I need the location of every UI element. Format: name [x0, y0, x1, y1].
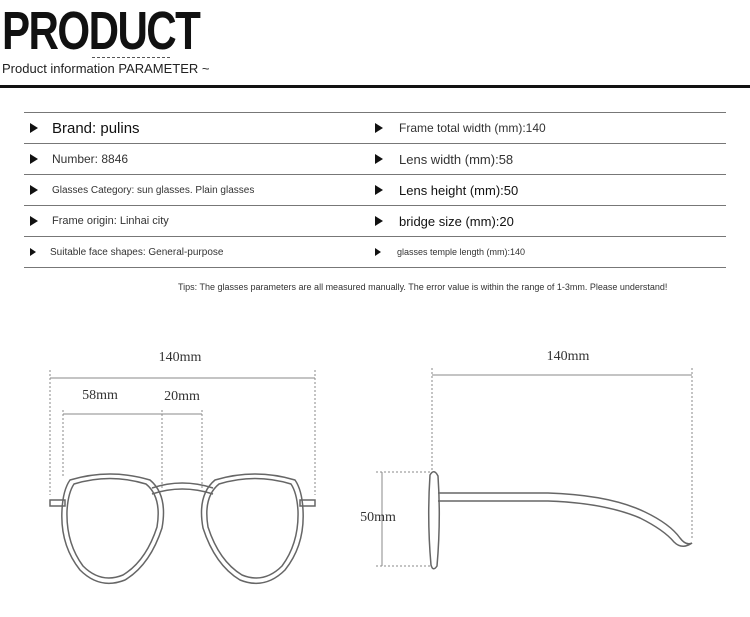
page-subtitle: Product information PARAMETER ~: [2, 61, 210, 76]
glasses-side-view: [429, 472, 692, 569]
glasses-front-view: [50, 474, 315, 583]
front-left-lens: [62, 474, 164, 583]
param-lens-width: Lens width (mm):58: [399, 151, 514, 167]
temple-length-label: 140mm: [546, 349, 590, 364]
param-brand: Brand: pulins: [52, 119, 140, 137]
param-bridge-size: bridge size (mm):20: [399, 213, 514, 229]
page-title: PRODUCT: [2, 1, 200, 61]
lens-height-label: 50mm: [360, 510, 396, 525]
front-width-label: 140mm: [158, 350, 202, 365]
param-number: Number: 8846: [52, 152, 129, 166]
side-temple-lower: [438, 501, 692, 546]
side-frame-front: [429, 472, 440, 569]
param-frame-width: Frame total width (mm):140: [399, 121, 546, 135]
param-category: Glasses Category: sun glasses. Plain glasses: [52, 184, 255, 196]
bridge-label: 20mm: [164, 389, 200, 404]
param-lens-height: Lens height (mm):50: [399, 182, 519, 198]
param-face-shapes: Suitable face shapes: General-purpose: [50, 246, 224, 258]
front-right-lens: [202, 474, 304, 583]
front-bridge: [152, 483, 213, 488]
front-bridge-lower: [152, 489, 213, 494]
lens-width-label: 58mm: [82, 388, 118, 403]
param-temple-length: glasses temple length (mm):140: [397, 247, 526, 257]
param-origin: Frame origin: Linhai city: [52, 215, 169, 227]
side-dimension-lines: [376, 368, 692, 566]
measurement-tips: Tips: The glasses parameters are all measured manually. The error value is within the range of 1-3mm. Please understand!: [178, 282, 668, 292]
